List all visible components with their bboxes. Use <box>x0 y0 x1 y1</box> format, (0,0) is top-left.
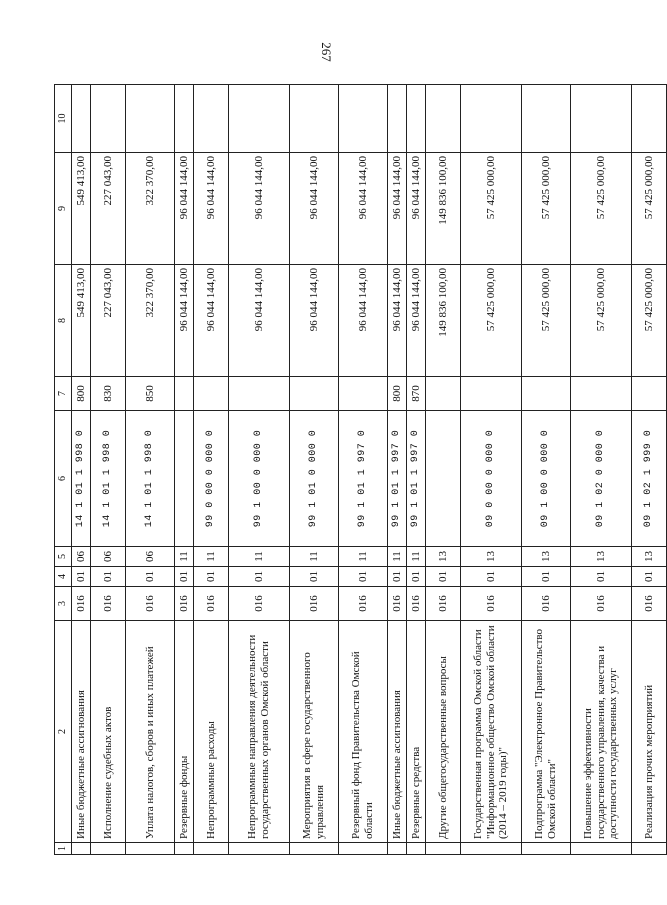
amount-cell: 149 836 100,00 <box>426 265 461 377</box>
section-code-cell: 01 <box>72 567 91 587</box>
section-code-cell: 01 <box>522 567 571 587</box>
admin-code-cell: 016 <box>571 587 632 621</box>
admin-code-cell: 016 <box>632 587 667 621</box>
section-code-cell: 01 <box>126 567 175 587</box>
row-name-cell: Иные бюджетные ассигнования <box>388 621 407 843</box>
expense-type-cell <box>290 377 339 411</box>
row-name-cell: Другие общегосударственные вопросы <box>426 621 461 843</box>
subsection-code-cell: 11 <box>339 547 388 567</box>
row-marker-cell <box>632 843 667 855</box>
admin-code-cell: 016 <box>461 587 522 621</box>
admin-code-cell: 016 <box>72 587 91 621</box>
admin-code-cell: 016 <box>194 587 229 621</box>
admin-code-cell: 016 <box>426 587 461 621</box>
amount-cell: 322 370,00 <box>126 265 175 377</box>
row-name-cell: Уплата налогов, сборов и иных платежей <box>126 621 175 843</box>
amount-cell: 227 043,00 <box>91 265 126 377</box>
target-article-cell: 09 1 02 0 000 0 <box>571 411 632 547</box>
table-row <box>522 85 571 855</box>
amount-cell: 57 425 000,00 <box>461 153 522 265</box>
target-article-cell: 99 1 01 1 997 0 <box>407 411 426 547</box>
amount-cell: 96 044 144,00 <box>339 153 388 265</box>
column-header: 7 <box>55 377 72 411</box>
row-marker-cell <box>461 843 522 855</box>
expense-type-cell: 830 <box>91 377 126 411</box>
column-header: 3 <box>55 587 72 621</box>
row-marker-cell <box>194 843 229 855</box>
subsection-code-cell: 13 <box>571 547 632 567</box>
amount-cell: 57 425 000,00 <box>461 265 522 377</box>
subsection-code-cell: 11 <box>290 547 339 567</box>
table-row <box>571 85 632 855</box>
admin-code-cell: 016 <box>229 587 290 621</box>
amount-cell: 57 425 000,00 <box>571 153 632 265</box>
subsection-code-cell: 13 <box>632 547 667 567</box>
amount-cell: 57 425 000,00 <box>571 265 632 377</box>
target-article-cell: 09 1 00 0 000 0 <box>522 411 571 547</box>
row-marker-cell <box>522 843 571 855</box>
target-article-cell: 99 1 01 1 997 0 <box>339 411 388 547</box>
target-article-cell: 14 1 01 1 998 0 <box>72 411 91 547</box>
column-header: 5 <box>55 547 72 567</box>
row-marker-cell <box>175 843 194 855</box>
section-code-cell: 01 <box>339 567 388 587</box>
column-10-cell <box>91 85 126 153</box>
expense-type-cell <box>229 377 290 411</box>
section-code-cell: 01 <box>175 567 194 587</box>
amount-cell: 322 370,00 <box>126 153 175 265</box>
subsection-code-cell: 11 <box>407 547 426 567</box>
row-marker-cell <box>91 843 126 855</box>
expense-type-cell <box>522 377 571 411</box>
amount-cell: 96 044 144,00 <box>407 265 426 377</box>
column-header: 4 <box>55 567 72 587</box>
table-row <box>290 85 339 855</box>
subsection-code-cell: 11 <box>175 547 194 567</box>
amount-cell: 96 044 144,00 <box>388 153 407 265</box>
row-marker-cell <box>407 843 426 855</box>
table-row <box>426 85 461 855</box>
expense-type-cell <box>194 377 229 411</box>
table-row <box>339 85 388 855</box>
section-code-cell: 01 <box>91 567 126 587</box>
section-code-cell: 01 <box>407 567 426 587</box>
subsection-code-cell: 11 <box>194 547 229 567</box>
expense-type-cell <box>175 377 194 411</box>
target-article-cell: 09 1 02 1 999 0 <box>632 411 667 547</box>
subsection-code-cell: 13 <box>426 547 461 567</box>
column-header: 2 <box>55 621 72 843</box>
page-number: 267 <box>319 42 334 62</box>
row-marker-cell <box>229 843 290 855</box>
amount-cell: 57 425 000,00 <box>632 153 667 265</box>
column-10-cell <box>175 85 194 153</box>
column-10-cell <box>632 85 667 153</box>
row-name-cell: Подпрограмма "Электронное Правительство Омской области" <box>522 621 571 843</box>
column-header: 9 <box>55 153 72 265</box>
target-article-cell: 09 0 00 0 000 0 <box>461 411 522 547</box>
column-10-cell <box>571 85 632 153</box>
target-article-cell: 99 1 01 1 997 0 <box>388 411 407 547</box>
amount-cell: 96 044 144,00 <box>388 265 407 377</box>
expense-type-cell <box>339 377 388 411</box>
row-marker-cell <box>571 843 632 855</box>
amount-cell: 96 044 144,00 <box>339 265 388 377</box>
row-name-cell: Иные бюджетные ассигнования <box>72 621 91 843</box>
column-header: 6 <box>55 411 72 547</box>
row-name-cell: Непрограммные направления деятельности государственных органов Омской области <box>229 621 290 843</box>
amount-cell: 96 044 144,00 <box>194 153 229 265</box>
section-code-cell: 01 <box>426 567 461 587</box>
section-code-cell: 01 <box>388 567 407 587</box>
column-10-cell <box>461 85 522 153</box>
amount-cell: 96 044 144,00 <box>175 153 194 265</box>
amount-cell: 96 044 144,00 <box>290 153 339 265</box>
table-row <box>388 85 407 855</box>
amount-cell: 57 425 000,00 <box>522 153 571 265</box>
table-row <box>72 85 91 855</box>
section-code-cell: 01 <box>229 567 290 587</box>
amount-cell: 96 044 144,00 <box>229 153 290 265</box>
amount-cell: 549 413,00 <box>72 153 91 265</box>
budget-table <box>54 84 667 855</box>
target-article-cell: 99 1 01 0 000 0 <box>290 411 339 547</box>
subsection-code-cell: 06 <box>72 547 91 567</box>
row-name-cell: Исполнение судебных актов <box>91 621 126 843</box>
column-header: 10 <box>55 85 72 153</box>
column-10-cell <box>290 85 339 153</box>
row-marker-cell <box>339 843 388 855</box>
column-10-cell <box>194 85 229 153</box>
table-row <box>407 85 426 855</box>
subsection-code-cell: 11 <box>229 547 290 567</box>
column-header: 1 <box>55 843 72 855</box>
table-row <box>194 85 229 855</box>
expense-type-cell <box>426 377 461 411</box>
amount-cell: 96 044 144,00 <box>407 153 426 265</box>
table-row <box>175 85 194 855</box>
target-article-cell <box>426 411 461 547</box>
header-row <box>55 85 72 855</box>
target-article-cell: 99 0 00 0 000 0 <box>194 411 229 547</box>
column-header: 8 <box>55 265 72 377</box>
expense-type-cell: 800 <box>72 377 91 411</box>
row-name-cell: Государственная программа Омской области "Информационное общество Омской области (2014 – 2019 годы)" <box>461 621 522 843</box>
column-10-cell <box>229 85 290 153</box>
table-row <box>126 85 175 855</box>
expense-type-cell: 800 <box>388 377 407 411</box>
column-10-cell <box>388 85 407 153</box>
expense-type-cell <box>461 377 522 411</box>
section-code-cell: 01 <box>571 567 632 587</box>
section-code-cell: 01 <box>194 567 229 587</box>
column-10-cell <box>407 85 426 153</box>
row-name-cell: Резервные средства <box>407 621 426 843</box>
expense-type-cell: 850 <box>126 377 175 411</box>
row-marker-cell <box>126 843 175 855</box>
admin-code-cell: 016 <box>339 587 388 621</box>
target-article-cell: 14 1 01 1 998 0 <box>126 411 175 547</box>
subsection-code-cell: 13 <box>522 547 571 567</box>
amount-cell: 227 043,00 <box>91 153 126 265</box>
expense-type-cell <box>571 377 632 411</box>
admin-code-cell: 016 <box>522 587 571 621</box>
row-marker-cell <box>426 843 461 855</box>
row-name-cell: Резервный фонд Правительства Омской области <box>339 621 388 843</box>
row-name-cell: Реализация прочих мероприятий <box>632 621 667 843</box>
row-marker-cell <box>388 843 407 855</box>
expense-type-cell: 870 <box>407 377 426 411</box>
admin-code-cell: 016 <box>175 587 194 621</box>
admin-code-cell: 016 <box>407 587 426 621</box>
amount-cell: 96 044 144,00 <box>290 265 339 377</box>
amount-cell: 96 044 144,00 <box>194 265 229 377</box>
amount-cell: 96 044 144,00 <box>175 265 194 377</box>
column-10-cell <box>339 85 388 153</box>
subsection-code-cell: 11 <box>388 547 407 567</box>
target-article-cell: 14 1 01 1 998 0 <box>91 411 126 547</box>
row-name-cell: Повышение эффективности государственного управления, качества и доступности государственных услуг <box>571 621 632 843</box>
column-10-cell <box>126 85 175 153</box>
amount-cell: 96 044 144,00 <box>229 265 290 377</box>
column-10-cell <box>72 85 91 153</box>
row-name-cell: Мероприятия в сфере государственного управления <box>290 621 339 843</box>
section-code-cell: 01 <box>290 567 339 587</box>
column-10-cell <box>522 85 571 153</box>
table-row <box>229 85 290 855</box>
admin-code-cell: 016 <box>290 587 339 621</box>
section-code-cell: 01 <box>461 567 522 587</box>
section-code-cell: 01 <box>632 567 667 587</box>
row-marker-cell <box>290 843 339 855</box>
table-row <box>91 85 126 855</box>
table-row <box>632 85 667 855</box>
target-article-cell <box>175 411 194 547</box>
subsection-code-cell: 06 <box>91 547 126 567</box>
row-name-cell: Резервные фонды <box>175 621 194 843</box>
table-row <box>461 85 522 855</box>
row-marker-cell <box>72 843 91 855</box>
amount-cell: 57 425 000,00 <box>632 265 667 377</box>
expense-type-cell <box>632 377 667 411</box>
amount-cell: 149 836 100,00 <box>426 153 461 265</box>
subsection-code-cell: 06 <box>126 547 175 567</box>
row-name-cell: Непрограммные расходы <box>194 621 229 843</box>
admin-code-cell: 016 <box>388 587 407 621</box>
subsection-code-cell: 13 <box>461 547 522 567</box>
admin-code-cell: 016 <box>91 587 126 621</box>
amount-cell: 57 425 000,00 <box>522 265 571 377</box>
amount-cell: 549 413,00 <box>72 265 91 377</box>
admin-code-cell: 016 <box>126 587 175 621</box>
budget-table-rotated <box>54 85 655 855</box>
target-article-cell: 99 1 00 0 000 0 <box>229 411 290 547</box>
column-10-cell <box>426 85 461 153</box>
